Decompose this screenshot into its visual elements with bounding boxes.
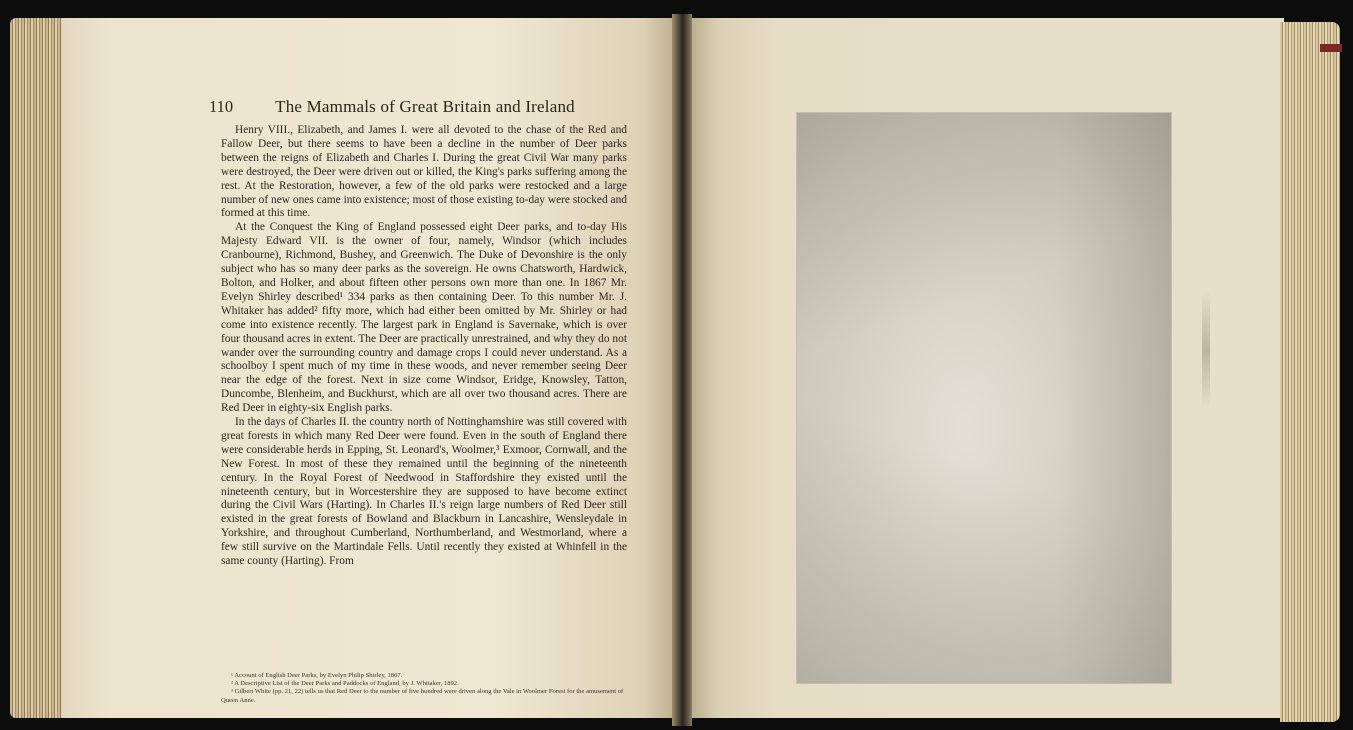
running-head bbox=[209, 97, 629, 119]
book-gutter bbox=[672, 14, 692, 726]
footnote: ² A Descriptive List of the Deer Parks and Paddocks of England, by J. Whitaker, 1892. bbox=[231, 680, 459, 688]
footnote: ¹ Account of English Deer Parks, by Evelyn Philip Shirley, 1867. bbox=[231, 672, 403, 679]
plate-shading bbox=[797, 113, 1171, 683]
plate-faint-caption bbox=[1202, 290, 1210, 410]
right-page-edges bbox=[1280, 22, 1340, 722]
paragraph: At the Conquest the King of England possessed eight Deer parks, and to-day His Majesty Edward VII. is the owner of four, namely, Windsor (which includes Cranbourne), Richmond, Bushey, and Greenwich. The Duke of Devonshire is the only subject who has so many deer parks as the sovereign. He owns Chatsworth, Hardwick, Bolton, and Holker, and about fifteen other persons own more than one. In 1867 Mr. Evelyn Shirley described¹ 334 parks as then containing Deer. To this number Mr. J. Whitaker has added² fifty more, which had either been omitted by Mr. Shirley or had come into existence recently. The largest park in England is Savernake, which is over four thousand acres in extent. The Deer are practically unrestrained, and why they do not wander over the surrounding country and damage crops I could never understand. As a schoolboy I spent much of my time in these woods, and never remember seeing Deer near the edge of the forest. Next in size come Windsor, Eridge, Knowsley, Tatton, Duncombe, Blenheim, and Buckhurst, which are all over two thousand acres. There are Red Deer in eighty-six English parks. bbox=[221, 221, 627, 415]
footnote: ³ Gilbert White (pp. 21, 22) tells us that Red Deer to the number of five hundred were driven along the Vale in Woolmer Forest for the amusement of Queen Anne. bbox=[221, 688, 624, 704]
photographic-plate bbox=[796, 112, 1172, 684]
bookmark-ribbon bbox=[1320, 44, 1342, 52]
body-text bbox=[221, 124, 627, 569]
running-title: The Mammals of Great Britain and Ireland bbox=[275, 97, 575, 116]
page-number: 110 bbox=[209, 97, 234, 116]
footnotes bbox=[221, 672, 627, 705]
paragraph: In the days of Charles II. the country north of Nottinghamshire was still covered with great forests in which many Red Deer were found. Even in the south of England there were considerable herds in Epping, St. Leonard's, Woolmer,³ Exmoor, Cornwall, and the New Forest. In most of these they remained until the beginning of the nineteenth century. In the Royal Forest of Needwood in Staffordshire they existed until the nineteenth century, but in Worcestershire they are supposed to have become extinct during the Civil Wars (Harting). In Charles II.'s reign large numbers of Red Deer still existed in the great forests of Bowland and Blackburn in Lancashire, Wensleydale in Yorkshire, and throughout Cumberland, Northumberland, and Westmorland, where a few still survive on the Martindale Fells. Until recently they existed at Whinfell in the same county (Harting). From bbox=[221, 416, 627, 568]
paragraph: Henry VIII., Elizabeth, and James I. were all devoted to the chase of the Red and Fallow Deer, but there seems to have been a decline in the number of Deer parks between the reigns of Elizabeth and Charles I. During the great Civil War many parks were destroyed, the Deer were driven out or killed, the King's parks suffering among the rest. At the Restoration, however, a few of the old parks were restocked and a large number of new ones came into existence; most of those existing to-day were stocked and formed at this time. bbox=[221, 124, 627, 220]
